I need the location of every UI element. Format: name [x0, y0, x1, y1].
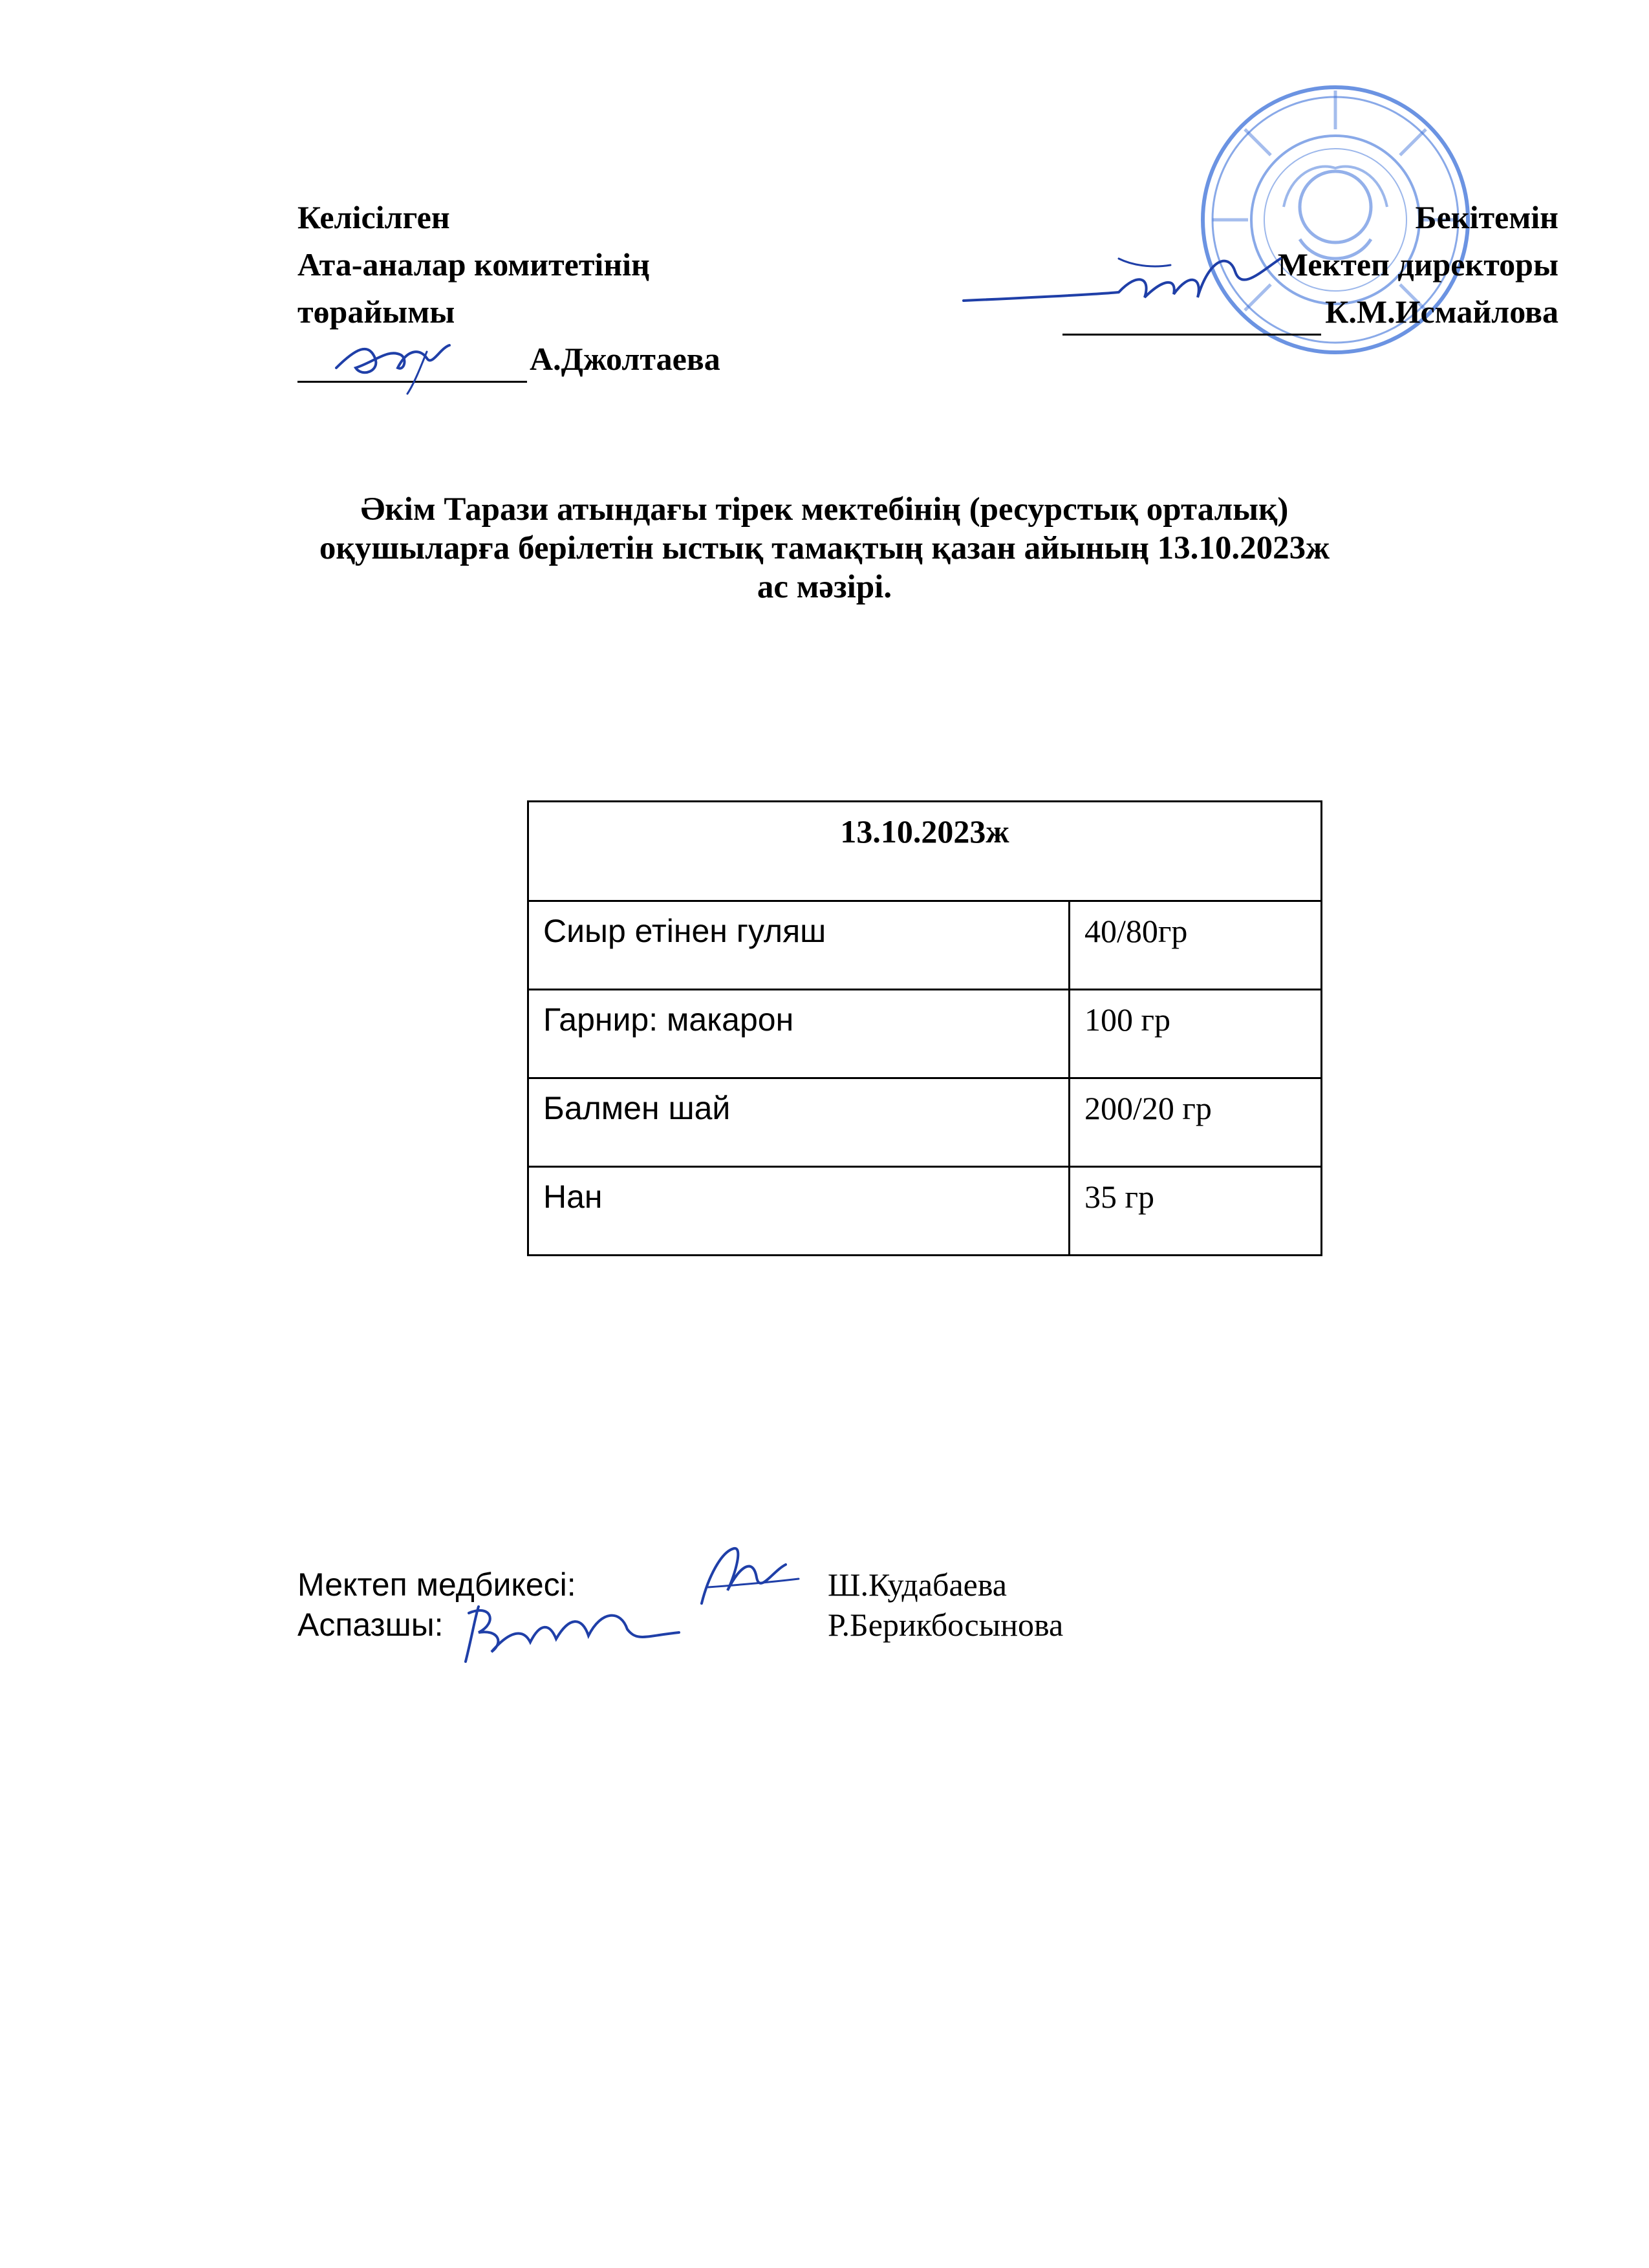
table-row — [528, 1167, 1322, 1256]
table-date-header: 13.10.2023ж — [528, 802, 1322, 901]
left-signer-name: А.Джолтаева — [530, 341, 720, 377]
right-handwritten-signature — [957, 233, 1319, 330]
agreed-label: Келісілген — [297, 199, 450, 235]
right-signer-name: К.М.Исмайлова — [1325, 294, 1558, 330]
left-handwritten-signature — [330, 323, 459, 394]
table-row — [528, 1078, 1322, 1167]
director-line: Мектеп директоры — [1277, 246, 1558, 283]
dish-cell: Сиыр етінен гуляш — [528, 901, 1070, 990]
table-row — [528, 901, 1322, 990]
title-line-2: оқушыларға берілетін ыстық тамақтың қазан айының 13.10.2023ж — [319, 530, 1330, 566]
amount-cell: 40/80гр — [1070, 901, 1322, 990]
nurse-name: Ш.Кудабаева — [828, 1567, 1007, 1603]
title-line-3: ас мәзірі. — [757, 569, 892, 605]
nurse-role: Мектеп медбикесі: — [297, 1567, 576, 1603]
amount-cell: 35 гр — [1070, 1167, 1322, 1256]
cook-row — [297, 1605, 1267, 1645]
amount-cell: 100 гр — [1070, 990, 1322, 1078]
approval-left-block — [297, 194, 720, 383]
approved-label: Бекітемін — [1415, 199, 1558, 235]
left-signature-line — [297, 342, 527, 383]
amount-cell: 200/20 гр — [1070, 1078, 1322, 1167]
cook-name: Р.Берикбосынова — [828, 1607, 1064, 1643]
title-line-1: Әкім Тарази атындағы тірек мектебінің (ресурстық орталық) — [360, 491, 1289, 528]
table-header-row — [528, 802, 1322, 901]
cook-role: Аспазшы: — [297, 1607, 444, 1643]
menu-table — [527, 800, 1322, 1256]
committee-line: Ата-аналар комитетінің — [297, 246, 650, 283]
left-signature-row — [297, 336, 720, 383]
dish-cell: Нан — [528, 1167, 1070, 1256]
nurse-handwritten-signature — [695, 1539, 805, 1610]
dish-cell: Балмен шай — [528, 1078, 1070, 1167]
table-row — [528, 990, 1322, 1078]
menu-title — [0, 490, 1649, 606]
dish-cell: Гарнир: макарон — [528, 990, 1070, 1078]
chair-line: төрайымы — [297, 294, 455, 330]
cook-handwritten-signature — [453, 1597, 685, 1674]
